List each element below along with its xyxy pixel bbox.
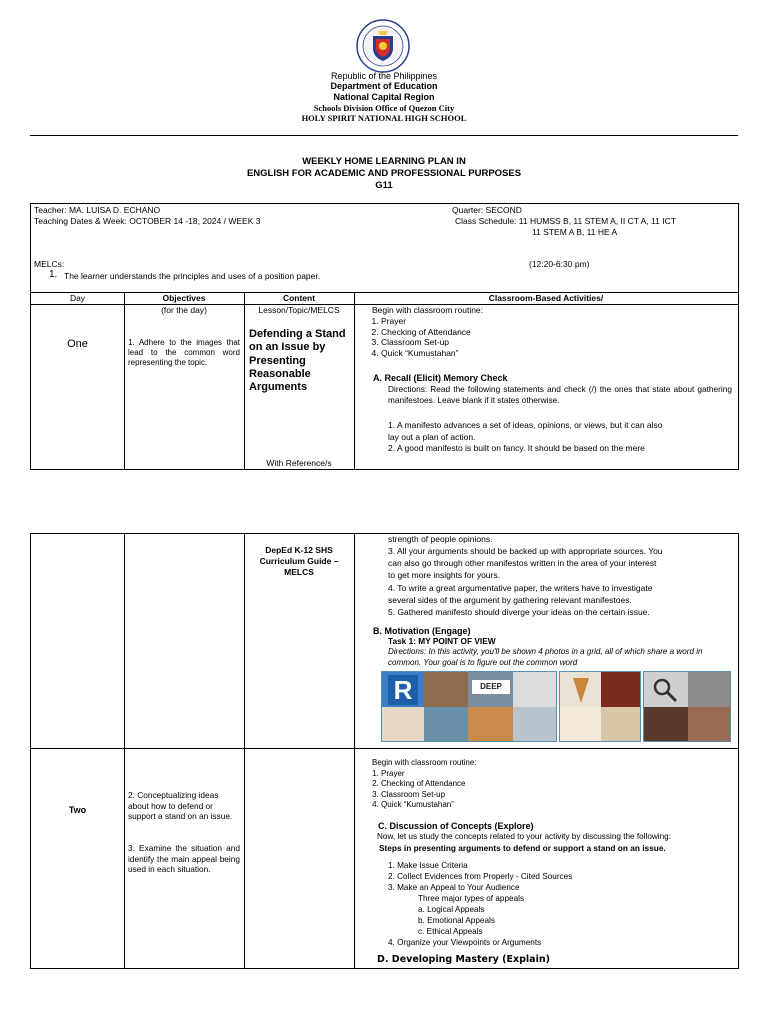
plan-title-line2: ENGLISH FOR ACADEMIC AND PROFESSIONAL PURPOSES [246, 168, 522, 179]
col-divider-2 [244, 534, 245, 968]
objectives-subheader: (for the day) [161, 305, 207, 315]
routine-item: 1. Prayer [381, 769, 466, 779]
col-divider-3 [354, 292, 355, 469]
routine-item: 3. Classroom Set-up [381, 337, 471, 348]
department-line: Department of Education [330, 81, 438, 91]
plan-title-line3: G11 [375, 180, 393, 191]
content-subheader: Lesson/Topic/MELCS [258, 305, 340, 315]
republic-line: Republic of the Philippines [330, 71, 438, 81]
objective-2: 2. Conceptualizing ideas about how to defend or support a stand on an issue. [128, 790, 233, 821]
section-a-heading: A. Recall (Elicit) Memory Check [373, 373, 508, 383]
plan-title-line1: WEEKLY HOME LEARNING PLAN IN [302, 156, 466, 167]
section-d-heading: D. Developing Mastery (Explain) [377, 954, 550, 965]
statement-4b: several sides of the argument by gathering relevant manifestoes. [388, 595, 632, 605]
recall-directions: Directions: Read the following statements and check (/) the ones that state about gathering manifestoes. Leave blank if it states otherwise. [388, 384, 732, 405]
day-two: Two [68, 805, 87, 815]
step-4: 4. Organize your Viewpoints or Arguments [388, 938, 542, 947]
puzzle-photo-grid-3 [643, 671, 731, 742]
routine-item: 3. Classroom Set-up [381, 790, 466, 800]
melc-text: The learner understands the principles and uses of a position paper. [64, 271, 321, 281]
col-divider-2 [244, 292, 245, 469]
row-divider [31, 748, 738, 749]
section-c-heading: C. Discussion of Concepts (Explore) [378, 821, 534, 831]
discussion-intro: Now, let us study the concepts related to your activity by discussing the following: [377, 832, 671, 841]
melc-number: 1. [49, 269, 58, 280]
puzzle-photo-grid-2 [559, 671, 641, 742]
routine-list [367, 316, 471, 358]
learning-plan-table-2 [30, 533, 739, 969]
lesson-topic: Defending a Stand on an Issue by Presenting Reasonable Arguments [249, 328, 346, 394]
task-1-directions: Directions: In this activity, you'll be shown 4 photos in a grid, all of which share a word in common. Your goal is to figure out the common word [388, 647, 703, 667]
statement-2: 2. A good manifesto is built on fancy. It should be based on the mere [388, 443, 645, 453]
routine-intro: Begin with classroom routine: [372, 305, 484, 315]
col-divider-1 [124, 534, 125, 968]
appeal-logical: a. Logical Appeals [418, 905, 485, 914]
learning-plan-table-1 [30, 203, 739, 470]
magnifier-icon [652, 677, 678, 703]
step-3: 3. Make an Appeal to Your Audience [388, 883, 520, 892]
statement-2-cont: strength of people opinions. [388, 534, 493, 544]
statement-1a: 1. A manifesto advances a set of ideas, opinions, or views, but it can also [388, 420, 663, 430]
teacher-name: Teacher: MA. LUISA D. ECHANO [34, 205, 161, 215]
routine-intro-day-two: Begin with classroom routine: [372, 758, 477, 767]
statement-3a: 3. All your arguments should be backed up with appropriate sources. You [388, 546, 663, 556]
objective-1: 1. Adhere to the images that lead to the common word representing the topic. [128, 338, 240, 367]
statement-5: 5. Gathered manifesto should diverge your ideas on the certain issue. [388, 607, 650, 617]
routine-item: 2. Checking of Attendance [381, 779, 466, 789]
statement-3b: can also go through other manifestos written in the area of your interest [388, 558, 657, 568]
class-schedule-2: 11 STEM A B, 11 HE A [532, 227, 618, 237]
routine-list-day-two [367, 769, 466, 811]
deep-word-image: DEEP [472, 680, 510, 694]
steps-title: Steps in presenting arguments to defend or support a stand on an issue. [379, 843, 666, 853]
class-schedule-1: Class Schedule: 11 HUMSS B, 11 STEM A, II CT A, 11 ICT [455, 216, 676, 226]
letter-r-image: R [388, 675, 418, 705]
statement-4a: 4. To write a great argumentative paper, the writers have to investigate [388, 583, 653, 593]
appeal-emotional: b. Emotional Appeals [418, 916, 495, 925]
content-reference-label: With Reference/s [266, 458, 332, 468]
day-one: One [67, 338, 88, 350]
step-1: 1. Make Issue Criteria [388, 861, 468, 870]
appeals-title: Three major types of appeals [418, 894, 525, 903]
quarter: Quarter: SECOND [452, 205, 522, 215]
routine-item: 1. Prayer [381, 316, 471, 327]
class-time: (12:20-6:30 pm) [529, 259, 590, 269]
melcs-label: MELCs: [34, 259, 65, 269]
col-header-activities: Classroom-Based Activities/ [488, 293, 604, 303]
col-divider-3 [354, 534, 355, 968]
curriculum-guide-reference: DepEd K-12 SHS Curriculum Guide – MELCS [259, 545, 339, 577]
header-divider [30, 135, 738, 136]
col-header-content: Content [282, 293, 316, 303]
routine-item: 2. Checking of Attendance [381, 327, 471, 338]
teaching-dates: Teaching Dates & Week: OCTOBER 14 -18, 2024 / WEEK 3 [34, 216, 261, 226]
deped-seal [356, 19, 410, 73]
col-divider-1 [124, 292, 125, 469]
statement-3c: to get more insights for yours. [388, 570, 500, 580]
division-line: Schools Division Office of Quezon City [313, 103, 455, 113]
puzzle-photo-grid-1 [381, 671, 557, 742]
step-2: 2. Collect Evidences from Properly - Cited Sources [388, 872, 573, 881]
routine-item: 4. Quick “Kumustahan” [381, 348, 471, 359]
col-header-objectives: Objectives [162, 293, 206, 303]
region-line: National Capital Region [333, 92, 435, 102]
appeal-ethical: c. Ethical Appeals [418, 927, 483, 936]
section-b-heading: B. Motivation (Engage) [373, 626, 471, 636]
col-header-day: Day [69, 293, 86, 303]
statement-1b: lay out a plan of action. [388, 432, 476, 442]
routine-item: 4. Quick “Kumustahan” [381, 800, 466, 810]
objective-3: 3. Examine the situation and identify the main appeal being used in each situation. [128, 843, 240, 874]
school-line: HOLY SPIRIT NATIONAL HIGH SCHOOL [301, 113, 467, 123]
task-1-title: Task 1: MY POINT OF VIEW [388, 636, 496, 646]
